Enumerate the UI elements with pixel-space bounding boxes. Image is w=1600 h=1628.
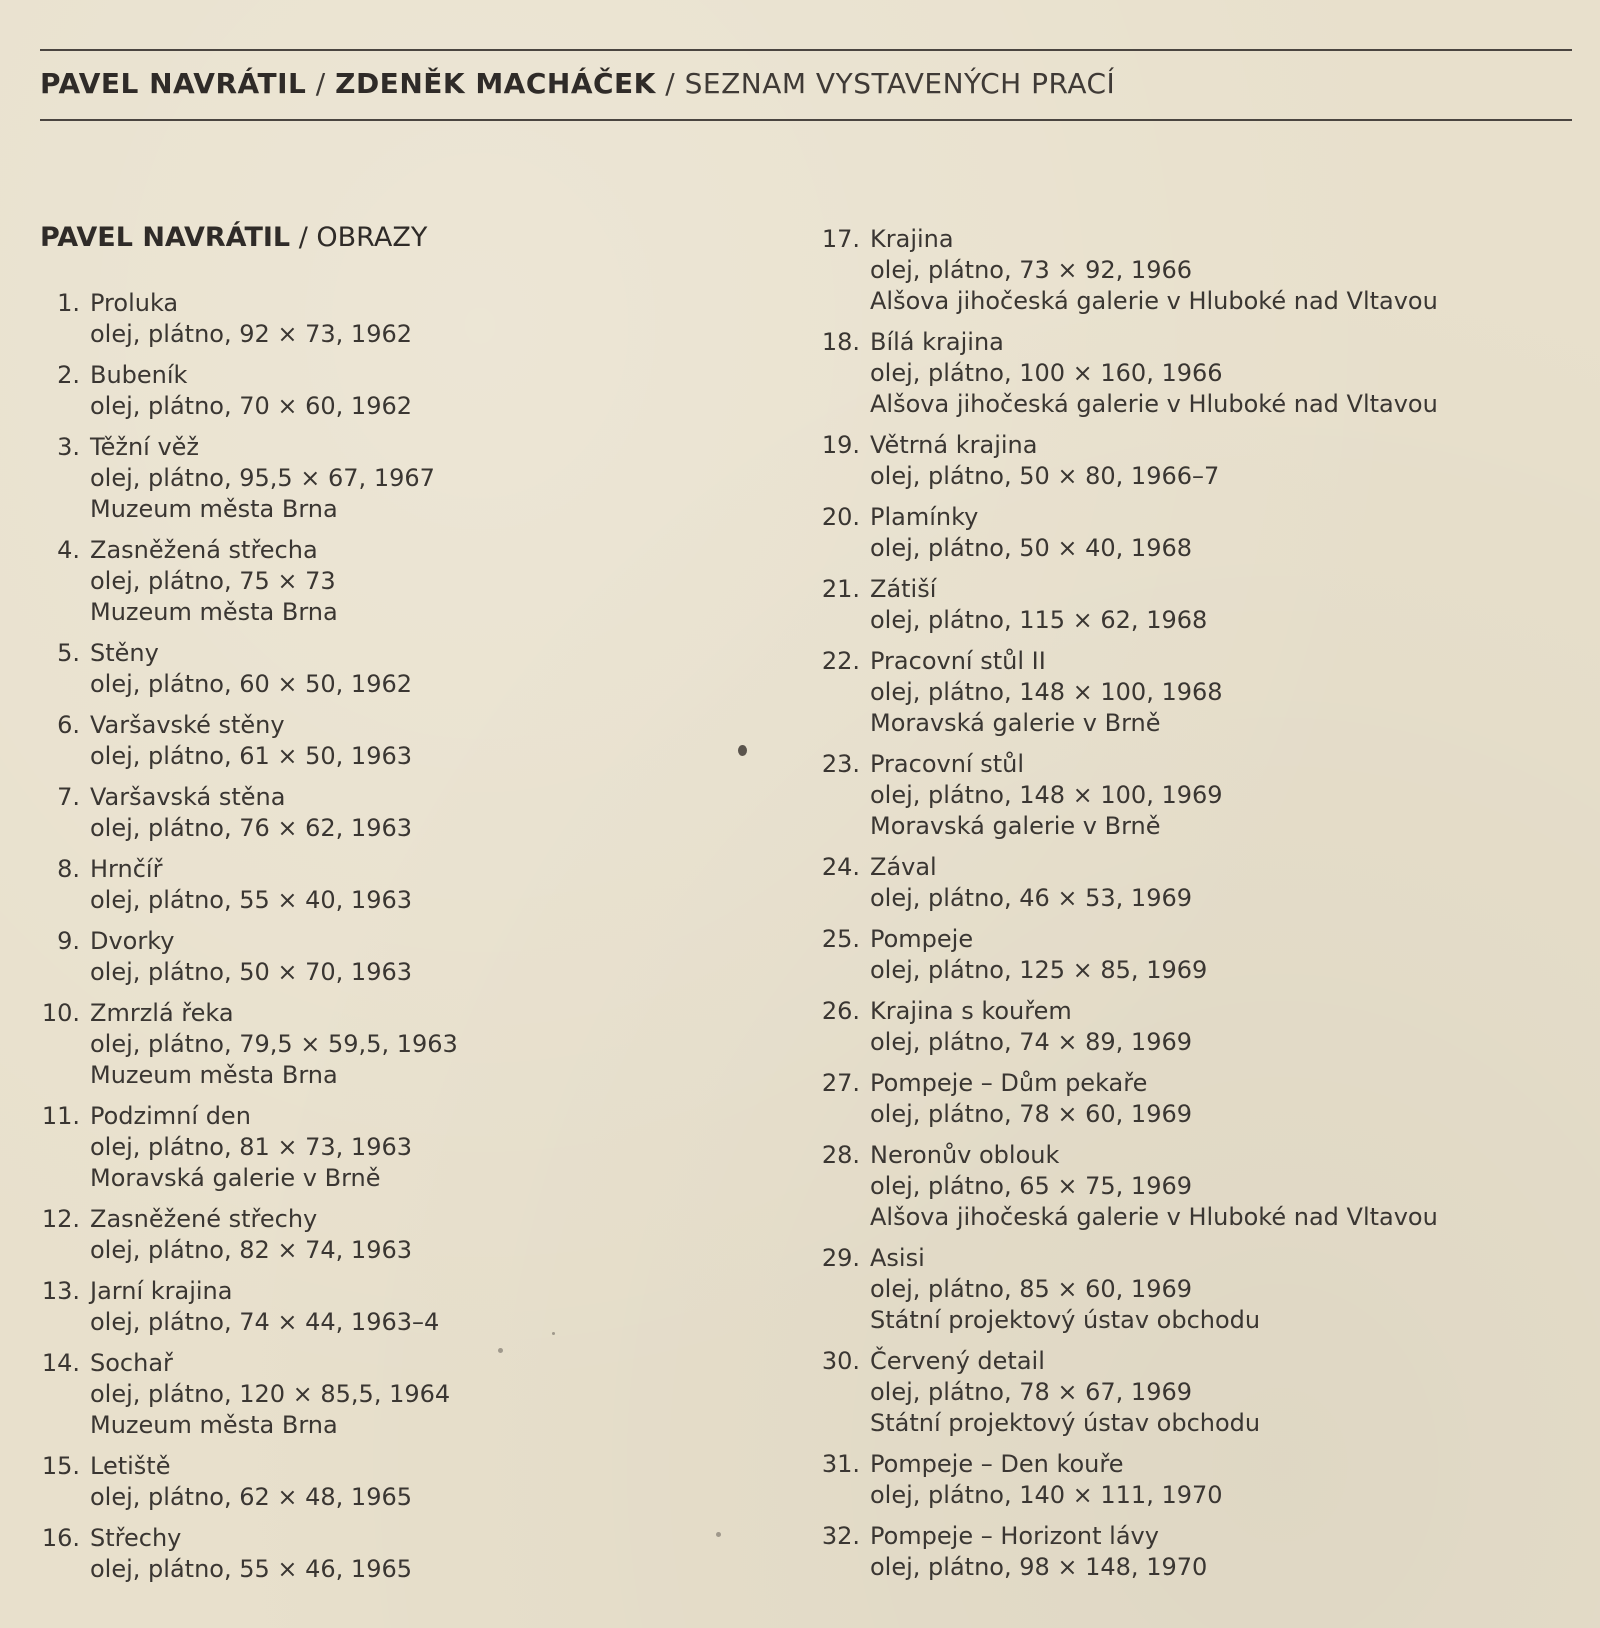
work-medium-size-year: olej, plátno, 100 × 160, 1966 <box>870 359 1223 387</box>
work-collection: Muzeum města Brna <box>90 1061 338 1089</box>
work-number: 5. <box>57 639 80 667</box>
work-details <box>870 1346 1260 1439</box>
work-medium-size-year: olej, plátno, 115 × 62, 1968 <box>870 606 1208 634</box>
work-title: Zával <box>870 853 937 881</box>
work-medium-size-year: olej, plátno, 65 × 75, 1969 <box>870 1172 1192 1200</box>
header-name-2: ZDENĚK MACHÁČEK <box>335 67 656 100</box>
work-details <box>870 1140 1438 1233</box>
work-medium-size-year: olej, plátno, 140 × 111, 1970 <box>870 1481 1223 1509</box>
work-collection: Moravská galerie v Brně <box>870 709 1161 737</box>
header-separator-2: / <box>655 67 685 100</box>
work-medium-size-year: olej, plátno, 61 × 50, 1963 <box>90 742 412 770</box>
work-title: Asisi <box>870 1244 925 1272</box>
work-number: 20. <box>821 503 860 531</box>
work-title: Pompeje – Dům pekaře <box>870 1069 1148 1097</box>
work-details <box>90 1523 412 1585</box>
work-title: Pompeje <box>870 925 974 953</box>
work-number: 25. <box>821 925 860 953</box>
work-details <box>90 360 412 422</box>
section-heading: OBRAZY <box>316 222 428 253</box>
work-details <box>90 432 435 525</box>
work-collection: Alšova jihočeská galerie v Hluboké nad Vltavou <box>870 1203 1438 1231</box>
work-details <box>90 710 412 772</box>
work-number: 27. <box>821 1069 860 1097</box>
work-number: 12. <box>41 1205 80 1233</box>
work-medium-size-year: olej, plátno, 120 × 85,5, 1964 <box>90 1380 451 1408</box>
work-title: Krajina s kouřem <box>870 997 1072 1025</box>
work-title: Zasněžené střechy <box>90 1205 318 1233</box>
header-top-rule <box>40 49 1572 51</box>
work-number: 19. <box>821 431 860 459</box>
work-collection: Alšova jihočeská galerie v Hluboké nad Vltavou <box>870 390 1438 418</box>
work-medium-size-year: olej, plátno, 78 × 67, 1969 <box>870 1378 1192 1406</box>
work-details <box>90 1348 450 1441</box>
work-collection: Muzeum města Brna <box>90 495 338 523</box>
work-details <box>90 535 338 628</box>
work-number: 13. <box>41 1277 80 1305</box>
work-title: Stěny <box>90 639 159 667</box>
work-number: 2. <box>57 361 80 389</box>
work-details <box>870 430 1219 492</box>
work-details <box>90 288 412 350</box>
work-medium-size-year: olej, plátno, 81 × 73, 1963 <box>90 1133 412 1161</box>
work-title: Proluka <box>90 289 179 317</box>
work-number: 16. <box>41 1524 80 1552</box>
work-title: Zmrzlá řeka <box>90 999 234 1027</box>
work-medium-size-year: olej, plátno, 95,5 × 67, 1967 <box>90 464 435 492</box>
work-title: Podzimní den <box>90 1102 251 1130</box>
work-details <box>90 998 458 1091</box>
work-collection: Státní projektový ústav obchodu <box>870 1409 1261 1437</box>
work-medium-size-year: olej, plátno, 148 × 100, 1969 <box>870 781 1223 809</box>
work-number: 8. <box>57 855 80 883</box>
work-number: 15. <box>41 1452 80 1480</box>
section-author: PAVEL NAVRÁTIL <box>40 222 291 253</box>
work-number: 26. <box>821 997 860 1025</box>
work-number: 10. <box>41 999 80 1027</box>
work-number: 3. <box>57 433 80 461</box>
work-details <box>870 924 1207 986</box>
work-number: 6. <box>57 711 80 739</box>
work-details <box>870 852 1192 914</box>
work-medium-size-year: olej, plátno, 148 × 100, 1968 <box>870 678 1223 706</box>
work-details <box>870 1449 1223 1511</box>
work-details <box>870 1521 1207 1583</box>
work-title: Varšavská stěna <box>90 783 286 811</box>
work-details <box>90 854 412 916</box>
section-separator: / <box>290 222 317 253</box>
work-medium-size-year: olej, plátno, 73 × 92, 1966 <box>870 256 1192 284</box>
work-medium-size-year: olej, plátno, 76 × 62, 1963 <box>90 814 412 842</box>
work-medium-size-year: olej, plátno, 50 × 70, 1963 <box>90 958 412 986</box>
header-separator-1: / <box>306 67 336 100</box>
work-medium-size-year: olej, plátno, 75 × 73 <box>90 567 336 595</box>
work-medium-size-year: olej, plátno, 78 × 60, 1969 <box>870 1100 1192 1128</box>
work-title: Pracovní stůl <box>870 750 1025 778</box>
work-medium-size-year: olej, plátno, 55 × 46, 1965 <box>90 1555 412 1583</box>
work-title: Plamínky <box>870 503 979 531</box>
work-number: 11. <box>41 1102 80 1130</box>
work-title: Červený detail <box>870 1347 1045 1375</box>
work-number: 29. <box>821 1244 860 1272</box>
work-number: 22. <box>821 647 860 675</box>
work-title: Hrnčíř <box>90 855 163 883</box>
work-number: 30. <box>821 1347 860 1375</box>
work-number: 28. <box>821 1141 860 1169</box>
work-number: 24. <box>821 853 860 881</box>
section-title <box>40 222 427 253</box>
work-collection: Muzeum města Brna <box>90 1411 338 1439</box>
work-medium-size-year: olej, plátno, 98 × 148, 1970 <box>870 1553 1208 1581</box>
page-header <box>40 67 1115 100</box>
header-name-1: PAVEL NAVRÁTIL <box>40 67 307 100</box>
work-medium-size-year: olej, plátno, 92 × 73, 1962 <box>90 320 412 348</box>
work-medium-size-year: olej, plátno, 82 × 74, 1963 <box>90 1236 412 1264</box>
work-title: Krajina <box>870 225 954 253</box>
work-medium-size-year: olej, plátno, 50 × 80, 1966–7 <box>870 462 1220 490</box>
work-details <box>870 646 1223 739</box>
work-number: 9. <box>57 927 80 955</box>
work-details <box>870 749 1223 842</box>
work-title: Letiště <box>90 1452 171 1480</box>
work-medium-size-year: olej, plátno, 74 × 89, 1969 <box>870 1028 1192 1056</box>
work-number: 23. <box>821 750 860 778</box>
work-title: Bubeník <box>90 361 188 389</box>
work-title: Pompeje – Den kouře <box>870 1450 1124 1478</box>
work-details <box>870 224 1438 317</box>
work-title: Pracovní stůl II <box>870 647 1046 675</box>
work-title: Zasněžená střecha <box>90 536 318 564</box>
work-number: 18. <box>821 328 860 356</box>
header-subtitle: SEZNAM VYSTAVENÝCH PRACÍ <box>684 67 1116 100</box>
work-title: Dvorky <box>90 927 175 955</box>
work-collection: Moravská galerie v Brně <box>90 1164 381 1192</box>
work-medium-size-year: olej, plátno, 55 × 40, 1963 <box>90 886 412 914</box>
work-medium-size-year: olej, plátno, 74 × 44, 1963–4 <box>90 1308 440 1336</box>
work-number: 4. <box>57 536 80 564</box>
work-title: Sochař <box>90 1349 173 1377</box>
work-number: 1. <box>57 289 80 317</box>
work-details <box>870 1243 1260 1336</box>
work-details <box>870 1068 1192 1130</box>
work-details <box>90 1451 412 1513</box>
work-medium-size-year: olej, plátno, 46 × 53, 1969 <box>870 884 1192 912</box>
work-details <box>90 782 412 844</box>
work-collection: Státní projektový ústav obchodu <box>870 1306 1261 1334</box>
work-title: Větrná krajina <box>870 431 1038 459</box>
work-title: Varšavské stěny <box>90 711 285 739</box>
work-number: 21. <box>821 575 860 603</box>
work-medium-size-year: olej, plátno, 85 × 60, 1969 <box>870 1275 1192 1303</box>
work-medium-size-year: olej, plátno, 50 × 40, 1968 <box>870 534 1192 562</box>
work-details <box>90 1101 412 1194</box>
work-details <box>90 1204 412 1266</box>
work-details <box>870 574 1207 636</box>
work-medium-size-year: olej, plátno, 125 × 85, 1969 <box>870 956 1208 984</box>
work-details <box>90 638 412 700</box>
work-collection: Alšova jihočeská galerie v Hluboké nad Vltavou <box>870 287 1438 315</box>
work-title: Těžní věž <box>90 433 200 461</box>
work-collection: Muzeum města Brna <box>90 598 338 626</box>
work-title: Zátiší <box>870 575 937 603</box>
work-collection: Moravská galerie v Brně <box>870 812 1161 840</box>
header-bottom-rule <box>40 119 1572 121</box>
work-medium-size-year: olej, plátno, 79,5 × 59,5, 1963 <box>90 1030 458 1058</box>
work-medium-size-year: olej, plátno, 70 × 60, 1962 <box>90 392 412 420</box>
work-title: Jarní krajina <box>90 1277 233 1305</box>
work-number: 7. <box>57 783 80 811</box>
work-title: Pompeje – Horizont lávy <box>870 1522 1159 1550</box>
work-details <box>870 327 1438 420</box>
work-number: 31. <box>821 1450 860 1478</box>
work-number: 17. <box>821 225 860 253</box>
work-number: 32. <box>821 1522 860 1550</box>
work-details <box>90 1276 439 1338</box>
work-number: 14. <box>41 1349 80 1377</box>
work-title: Střechy <box>90 1524 182 1552</box>
work-title: Neronův oblouk <box>870 1141 1060 1169</box>
work-details <box>870 996 1192 1058</box>
work-details <box>90 926 412 988</box>
work-title: Bílá krajina <box>870 328 1004 356</box>
work-details <box>870 502 1192 564</box>
work-medium-size-year: olej, plátno, 62 × 48, 1965 <box>90 1483 412 1511</box>
work-medium-size-year: olej, plátno, 60 × 50, 1962 <box>90 670 412 698</box>
